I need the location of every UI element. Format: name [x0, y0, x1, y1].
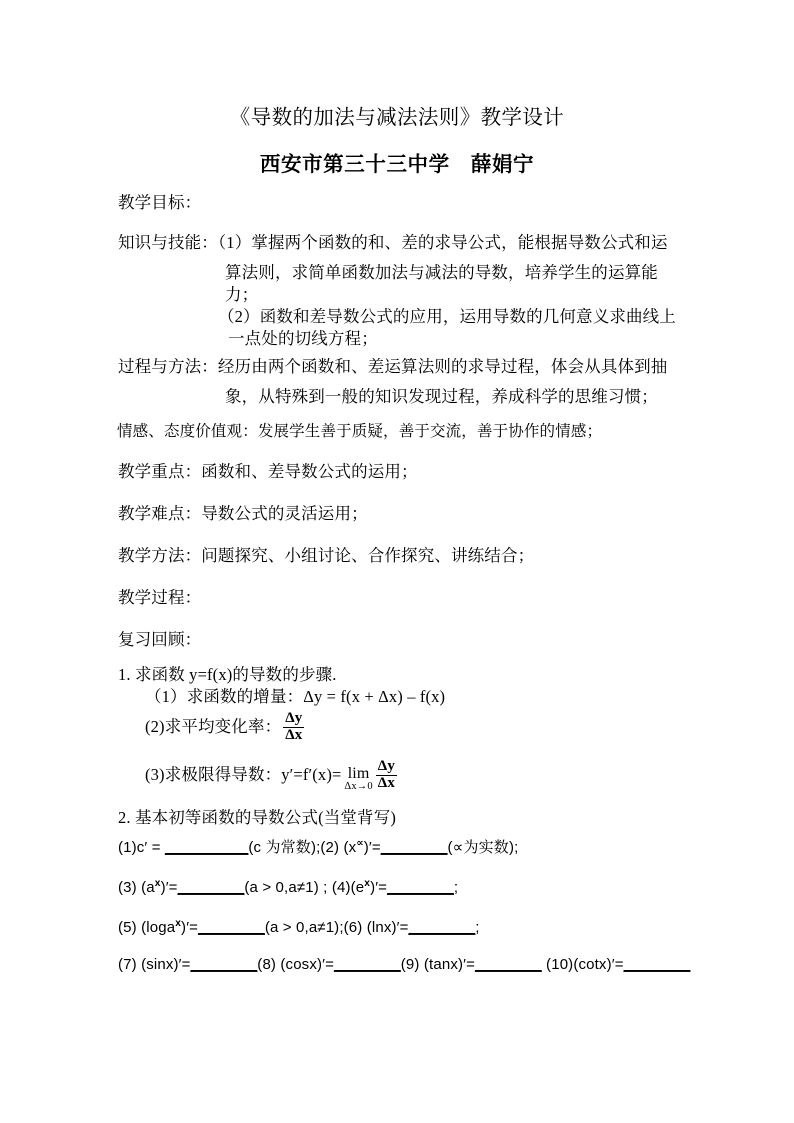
page-subtitle: 西安市第三十三中学 薛娟宁	[259, 154, 535, 176]
limit-operator	[344, 766, 372, 793]
formula-2-end: ;	[453, 879, 459, 896]
formula-4-blank-4: ________	[623, 956, 691, 973]
review-item-1: 1. 求函数 y=f(x)的导数的步骤.	[118, 665, 337, 684]
review-item-2: 2. 基本初等函数的导数公式(当堂背写)	[118, 808, 396, 827]
formula-line-3	[118, 918, 480, 937]
formula-3-blank-2: ________	[408, 919, 476, 936]
formula-4-blank-3: ________	[474, 956, 542, 973]
formula-1-prime: )′=	[363, 839, 381, 856]
formula-1-blank-1: __________	[164, 839, 249, 856]
process-method-cont: 象，从特殊到一般的知识发现过程，养成科学的思维习惯；	[225, 387, 658, 406]
knowledge-skills-cont1: 算法则，求简单函数加法与减法的导数，培养学生的运算能	[225, 263, 658, 282]
formula-4-blank-1: ________	[190, 956, 258, 973]
knowledge-skills-item2: （2）函数和差导数公式的应用，运用导数的几何意义求曲线上	[218, 307, 676, 326]
formula-2-label: (3) (a	[118, 879, 155, 896]
review-item-1-step-1: （1）求函数的增量：Δy = f(x + Δx) – f(x)	[145, 687, 446, 706]
fraction-denominator: Δx	[285, 726, 303, 743]
formula-4-label-2: (8) (cosx)′=	[257, 956, 335, 973]
knowledge-skills-item2-cont: 一点处的切线方程；	[228, 329, 378, 348]
formula-2-prime-2: )′=	[370, 879, 388, 896]
knowledge-skills-line: 知识与技能：（1）掌握两个函数的和、差的求导公式，能根据导数公式和运	[118, 233, 668, 252]
formula-2-prime-1: )′=	[160, 879, 178, 896]
formula-2-blank-1: ________	[177, 879, 245, 896]
formula-line-2	[118, 878, 458, 897]
heading-teaching-process: 教学过程：	[118, 588, 202, 607]
formula-1-note-2: (∝为实数);	[447, 839, 519, 856]
formula-3-label: (5) (loga	[118, 919, 176, 936]
key-point-line: 教学重点：函数和、差导数公式的运用；	[118, 462, 418, 481]
limit-lim-text: lim	[347, 765, 370, 782]
formula-2-blank-2: ________	[387, 879, 454, 896]
fraction-numerator: Δy	[377, 758, 395, 774]
step-3-label: (3)求极限得导数：	[145, 765, 282, 785]
formula-4-label-4: (10)(cotx)′=	[541, 956, 624, 973]
review-item-1-step-3	[145, 760, 399, 793]
formula-3-prime-1: )′=	[181, 919, 199, 936]
step-2-label: (2)求平均变化率：	[145, 717, 282, 737]
formula-3-superscript-1: x	[175, 918, 182, 929]
heading-objectives: 教学目标：	[118, 193, 202, 212]
process-method-line: 过程与方法：经历由两个函数和、差运算法则的求导过程，体会从具体到抽	[118, 357, 668, 376]
formula-3-end: ;	[475, 919, 480, 936]
limit-subscript: Δx→0	[344, 781, 373, 792]
formula-2-superscript-2: x	[364, 878, 371, 889]
formula-1-note-1: (c 为常数);(2) (x	[248, 839, 357, 856]
fraction-denominator: Δx	[377, 774, 395, 791]
review-item-1-step-2	[145, 712, 306, 745]
attitude-values-line: 情感、态度价值观：发展学生善于质疑，善于交流，善于协作的情感；	[117, 422, 603, 440]
heading-review: 复习回顾：	[118, 630, 202, 649]
derivative-expression: y′=f′(x)=	[281, 765, 342, 785]
formula-1-superscript: ∝	[356, 838, 364, 849]
formula-2-note-1: (a > 0,a≠1) ; (4)(e	[244, 879, 365, 896]
formula-2-superscript-1: x	[154, 878, 161, 889]
formula-3-blank-1: ________	[198, 919, 265, 936]
formula-1-blank-2: ________	[380, 839, 448, 856]
formula-line-1	[118, 838, 518, 857]
difficulty-line: 教学难点：导数公式的灵活运用；	[118, 504, 368, 523]
page-title: 《导数的加法与减法法则》教学设计	[229, 107, 565, 129]
fraction-delta-y-over-delta-x	[283, 711, 304, 744]
fraction-numerator: Δy	[285, 710, 303, 726]
fraction-delta-y-over-delta-x-2	[376, 759, 397, 792]
knowledge-skills-cont2: 力；	[225, 285, 259, 304]
formula-4-label-1: (7) (sinx)′=	[118, 956, 191, 973]
formula-1-label: (1)c′ =	[118, 839, 165, 856]
formula-4-blank-2: ________	[334, 956, 401, 973]
formula-4-label-3: (9) (tanx)′=	[400, 956, 475, 973]
formula-line-4	[118, 956, 690, 974]
teaching-method-line: 教学方法：问题探究、小组讨论、合作探究、讲练结合；	[118, 546, 535, 565]
formula-3-note-1: (a > 0,a≠1);(6) (lnx)′=	[264, 919, 409, 936]
